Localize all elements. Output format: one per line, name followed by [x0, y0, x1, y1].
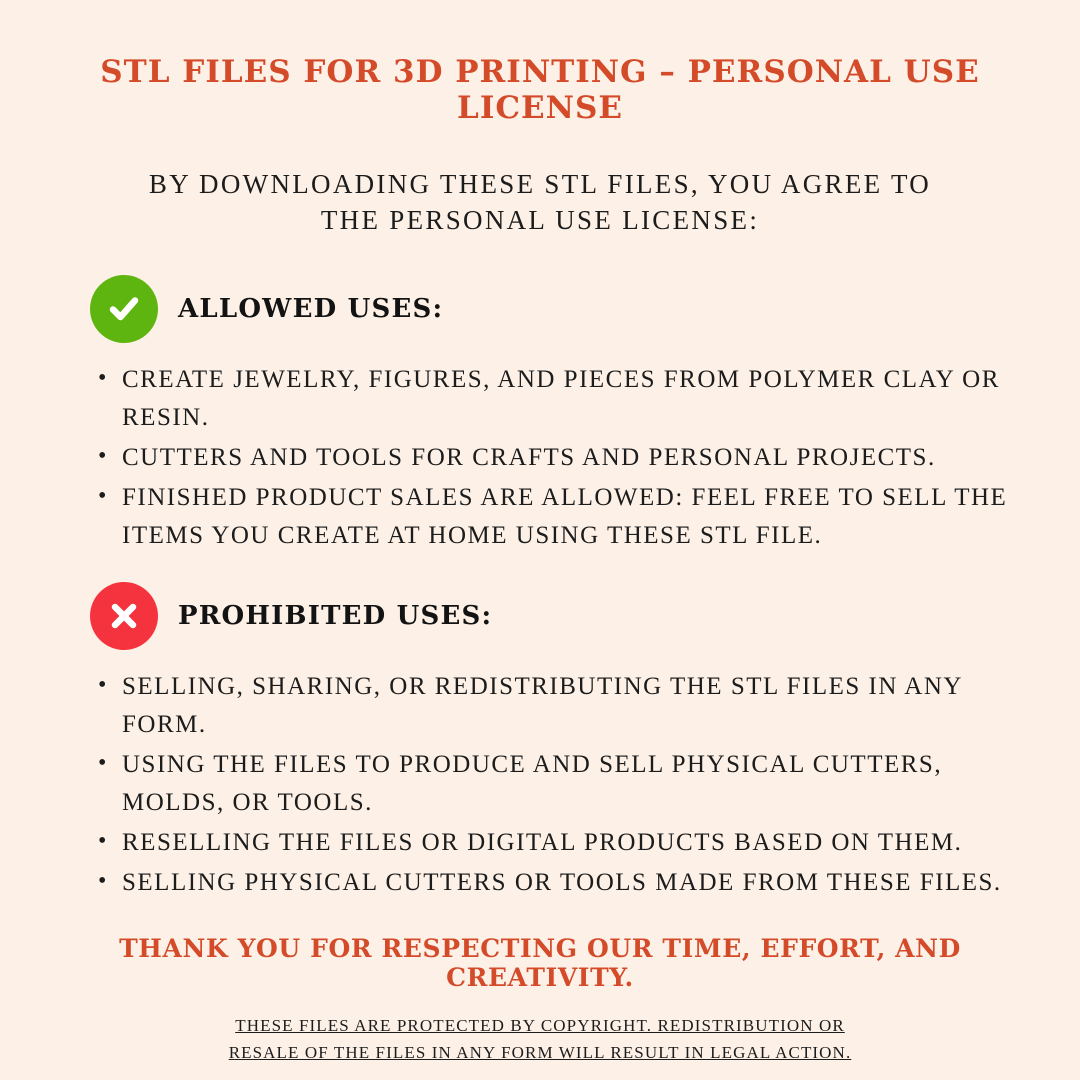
intro-line-1: BY DOWNLOADING THESE STL FILES, YOU AGREE TO — [148, 169, 932, 199]
page-title: STL FILES FOR 3D PRINTING – PERSONAL USE LICENSE — [100, 54, 980, 126]
section-spacer — [38, 557, 1042, 582]
prohibited-uses-list — [94, 668, 1042, 904]
footer-line-1: THESE FILES ARE PROTECTED BY COPYRIGHT. REDISTRIBUTION OR — [235, 1015, 845, 1035]
list-item: • SELLING PHYSICAL CUTTERS OR TOOLS MADE FROM THESE FILES. — [94, 864, 1042, 902]
allowed-uses-heading — [90, 275, 1042, 343]
list-item: • SELLING, SHARING, OR REDISTRIBUTING THE STL FILES IN ANY FORM. — [94, 668, 1042, 744]
list-item: • RESELLING THE FILES OR DIGITAL PRODUCTS BASED ON THEM. — [94, 824, 1042, 862]
x-circle-icon — [90, 582, 158, 650]
prohibited-uses-heading — [90, 582, 1042, 650]
list-item: • CUTTERS AND TOOLS FOR CRAFTS AND PERSONAL PROJECTS. — [94, 439, 1042, 477]
intro-text — [38, 166, 1042, 239]
copyright-footer — [38, 1012, 1042, 1066]
footer-line-2: RESALE OF THE FILES IN ANY FORM WILL RESULT IN LEGAL ACTION. — [228, 1042, 852, 1062]
allowed-uses-list — [94, 361, 1042, 557]
list-item: • FINISHED PRODUCT SALES ARE ALLOWED: FEEL FREE TO SELL THE ITEMS YOU CREATE AT HOME USING THESE STL FILE. — [94, 479, 1042, 555]
thank-you-note: THANK YOU FOR RESPECTING OUR TIME, EFFORT, AND CREATIVITY. — [119, 933, 961, 992]
prohibited-uses-label: PROHIBITED USES: — [178, 600, 493, 631]
allowed-uses-label: ALLOWED USES: — [178, 293, 444, 324]
intro-line-2: THE PERSONAL USE LICENSE: — [320, 205, 760, 236]
list-item: • CREATE JEWELRY, FIGURES, AND PIECES FROM POLYMER CLAY OR RESIN. — [94, 361, 1042, 437]
check-circle-icon — [90, 275, 158, 343]
list-item: • USING THE FILES TO PRODUCE AND SELL PHYSICAL CUTTERS, MOLDS, OR TOOLS. — [94, 746, 1042, 822]
